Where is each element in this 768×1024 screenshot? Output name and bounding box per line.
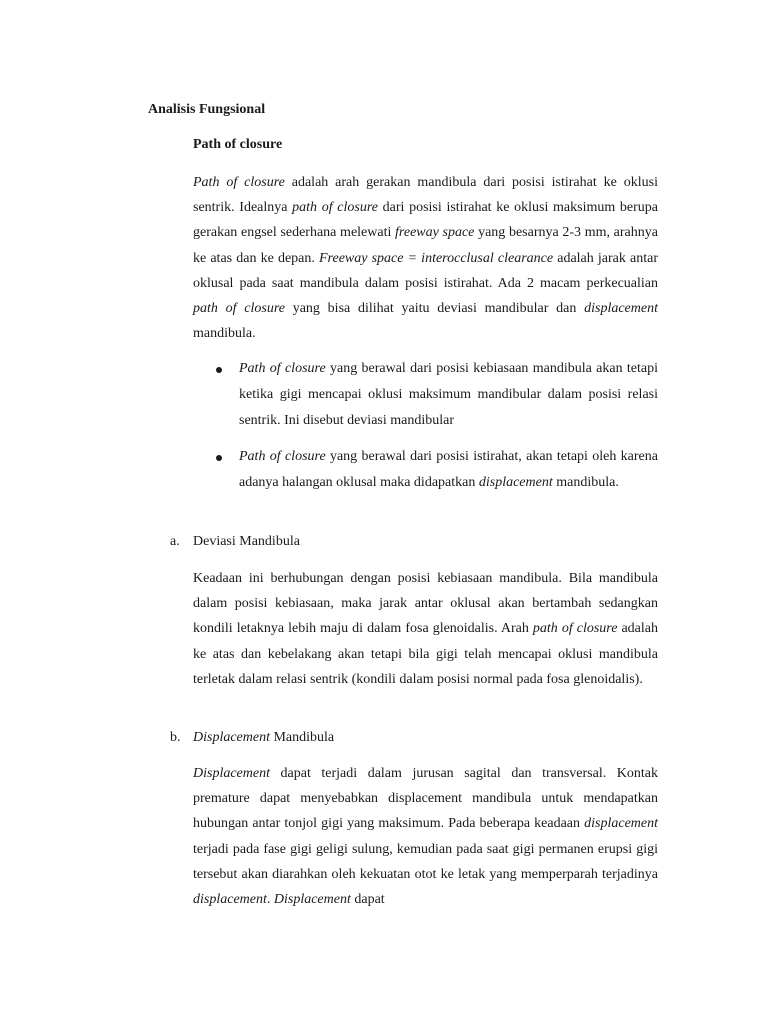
- intro-term-2: path of closure: [292, 200, 378, 216]
- intro-term-4: Freeway space = interocclusal clearance: [319, 250, 554, 266]
- section-b-text-2: terjadi pada fase gigi geligi sulung, kemudian pada saat gigi permanen erupsi gigi tersebut akan diarahkan oleh kekuatan otot ke letak yang memperparah terjadinya: [193, 841, 658, 882]
- bullet-1-text: yang berawal dari posisi kebiasaan mandibula akan tetapi ketika gigi mencapai oklusi maksimum mandibular dalam posisi relasi sentrik. Ini disebut deviasi mandibular: [239, 361, 658, 428]
- section-b-term-4: Displacement: [273, 892, 351, 908]
- bullet-2-text-2: mandibula.: [552, 474, 619, 490]
- bullet-2-term-2: displacement: [478, 474, 553, 490]
- bullet-2-text: yang berawal dari posisi istirahat, akan tetapi oleh karena adanya halangan oklusal maka didapatkan: [239, 449, 658, 490]
- page-heading: Analisis Fungsional: [148, 102, 266, 117]
- intro-term: Path of closure: [193, 175, 285, 190]
- section-a-title: Deviasi Mandibula: [193, 534, 300, 549]
- section-a-term: path of closure: [532, 621, 618, 637]
- section-b-title-rest: Mandibula: [269, 730, 335, 745]
- section-b-text-3: .: [266, 892, 274, 908]
- bullet-item-1: [239, 356, 658, 433]
- section-a-paragraph: [193, 566, 658, 692]
- bullet-1-term: Path of closure: [239, 361, 326, 376]
- section-b-term-1: Displacement: [193, 766, 270, 781]
- bullet-item-2: [239, 444, 658, 496]
- intro-text-2: dari posisi istirahat ke oklusi maksimum berupa gerakan engsel sederhana melewati: [193, 200, 658, 241]
- section-a-text-2: adalah ke atas dan kebelakang akan tetapi bila gigi telah mencapai oklusi mandibula terletak dalam relasi sentrik (kondili dalam posisi normal pada fosa glenoidalis).: [193, 621, 658, 687]
- list-marker-a: a.: [170, 534, 180, 549]
- intro-paragraph: [193, 170, 658, 346]
- bullet-2-term: Path of closure: [239, 449, 326, 464]
- section-b-term-3: displacement: [193, 892, 267, 908]
- bullet-dot-2: [216, 455, 222, 461]
- section-b-title: [193, 730, 334, 746]
- section-a-text-1: Keadaan ini berhubungan dengan posisi kebiasaan mandibula. Bila mandibula dalam posisi kebiasaan, maka jarak antar oklusal akan bertambah sedangkan kondili letaknya lebih maju di dalam fosa glenoidalis. Arah: [193, 571, 658, 637]
- intro-term-5: path of closure: [193, 301, 285, 317]
- bullet-dot-1: [216, 367, 222, 373]
- section-heading-path-of-closure: Path of closure: [193, 137, 283, 152]
- intro-term-3: freeway space: [395, 225, 475, 241]
- section-b-title-term: Displacement: [193, 730, 270, 745]
- intro-text-5: yang bisa dilihat yaitu deviasi mandibular dan: [284, 301, 585, 317]
- intro-term-6: displacement: [584, 301, 658, 317]
- section-b-text-4: dapat: [350, 892, 385, 908]
- section-b-text-1: dapat terjadi dalam jurusan sagital dan transversal. Kontak premature dapat menyebabkan displacement mandibula untuk mendapatkan hubungan antar tonjol gigi yang maksimum. Pada beberapa keadaan: [193, 766, 658, 832]
- intro-text-6: mandibula.: [193, 326, 256, 342]
- intro-text-3: yang besarnya 2-3 mm, arahnya ke atas dan ke depan.: [193, 225, 658, 266]
- intro-text-4: adalah jarak antar oklusal pada saat mandibula dalam posisi istirahat. Ada 2 macam perkecualian: [193, 250, 658, 291]
- section-b-term-2: displacement: [584, 816, 658, 832]
- intro-text-1: adalah arah gerakan mandibula dari posisi istirahat ke oklusi sentrik. Idealnya: [193, 175, 658, 216]
- section-b-paragraph: [193, 761, 658, 912]
- list-marker-b: b.: [170, 730, 181, 745]
